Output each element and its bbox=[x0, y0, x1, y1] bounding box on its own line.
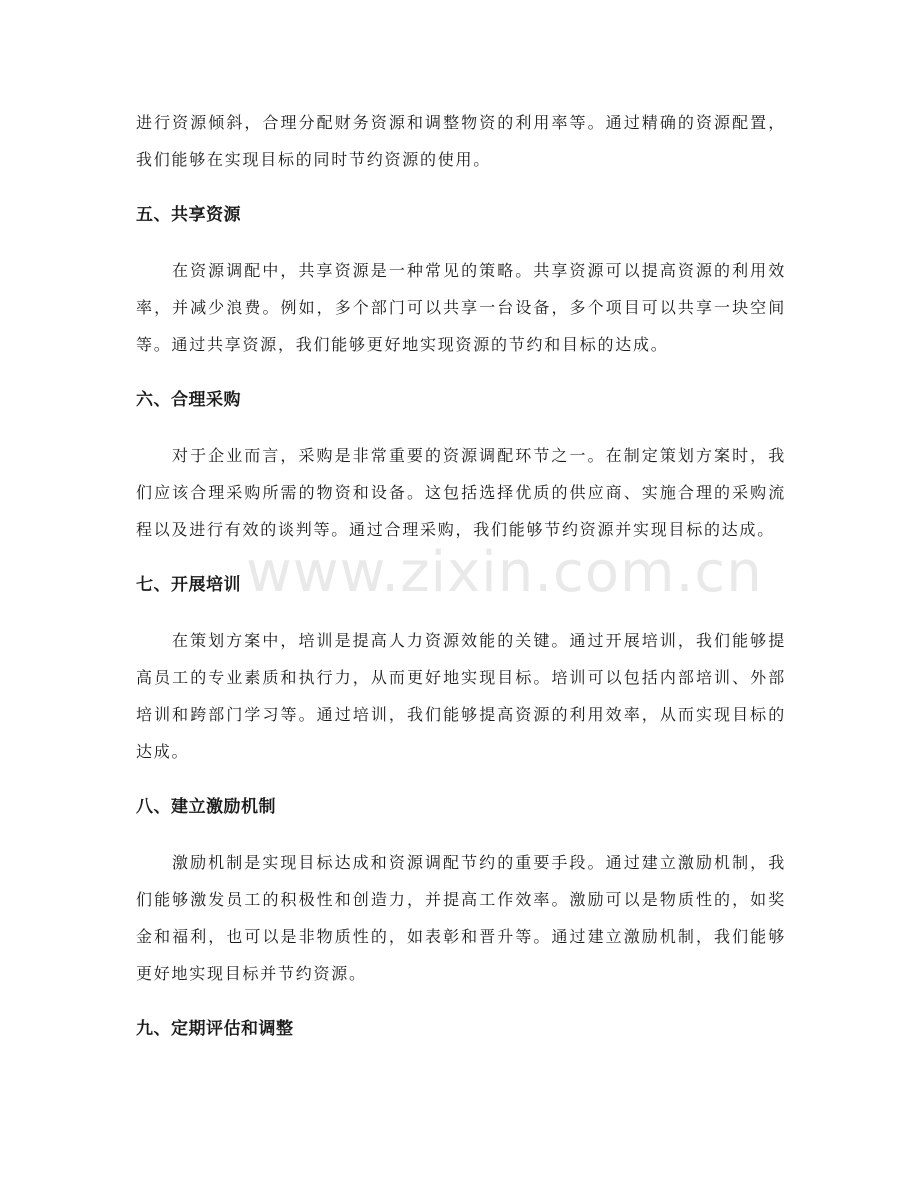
section-heading-9: 九、定期评估和调整 bbox=[136, 1019, 294, 1039]
section-body-7: 在策划方案中，培训是提高人力资源效能的关键。通过开展培训，我们能够提高员工的专业素质和执行力，从而更好地实现目标。培训可以包括内部培训、外部培训和跨部门学习等。通过培训，我们能够提高资源的利用效率，从而实现目标的达成。 bbox=[136, 631, 786, 761]
section-body-6: 对于企业而言，采购是非常重要的资源调配环节之一。在制定策划方案时，我们应该合理采购所需的物资和设备。这包括选择优质的供应商、实施合理的采购流程以及进行有效的谈判等。通过合理采购，我们能够节约资源并实现目标的达成。 bbox=[136, 446, 786, 539]
section-body-8: 激励机制是实现目标达成和资源调配节约的重要手段。通过建立激励机制，我们能够激发员工的积极性和创造力，并提高工作效率。激励可以是物质性的，如奖金和福利，也可以是非物质性的，如表彰和晋升等。通过建立激励机制，我们能够更好地实现目标并节约资源。 bbox=[136, 853, 786, 983]
section-heading-7: 七、开展培训 bbox=[136, 575, 241, 595]
section-heading-8: 八、建立激励机制 bbox=[136, 797, 276, 817]
section-heading-5: 五、共享资源 bbox=[136, 205, 241, 225]
intro-paragraph: 进行资源倾斜，合理分配财务资源和调整物资的利用率等。通过精确的资源配置，我们能够在实现目标的同时节约资源的使用。 bbox=[136, 113, 786, 169]
document-content bbox=[136, 104, 786, 1042]
section-heading-6: 六、合理采购 bbox=[136, 390, 241, 410]
section-body-5: 在资源调配中，共享资源是一种常见的策略。共享资源可以提高资源的利用效率，并减少浪费。例如，多个部门可以共享一台设备，多个项目可以共享一块空间等。通过共享资源，我们能够更好地实现资源的节约和目标的达成。 bbox=[136, 261, 786, 354]
watermark-text: www.zixin.com.cn bbox=[246, 540, 763, 605]
